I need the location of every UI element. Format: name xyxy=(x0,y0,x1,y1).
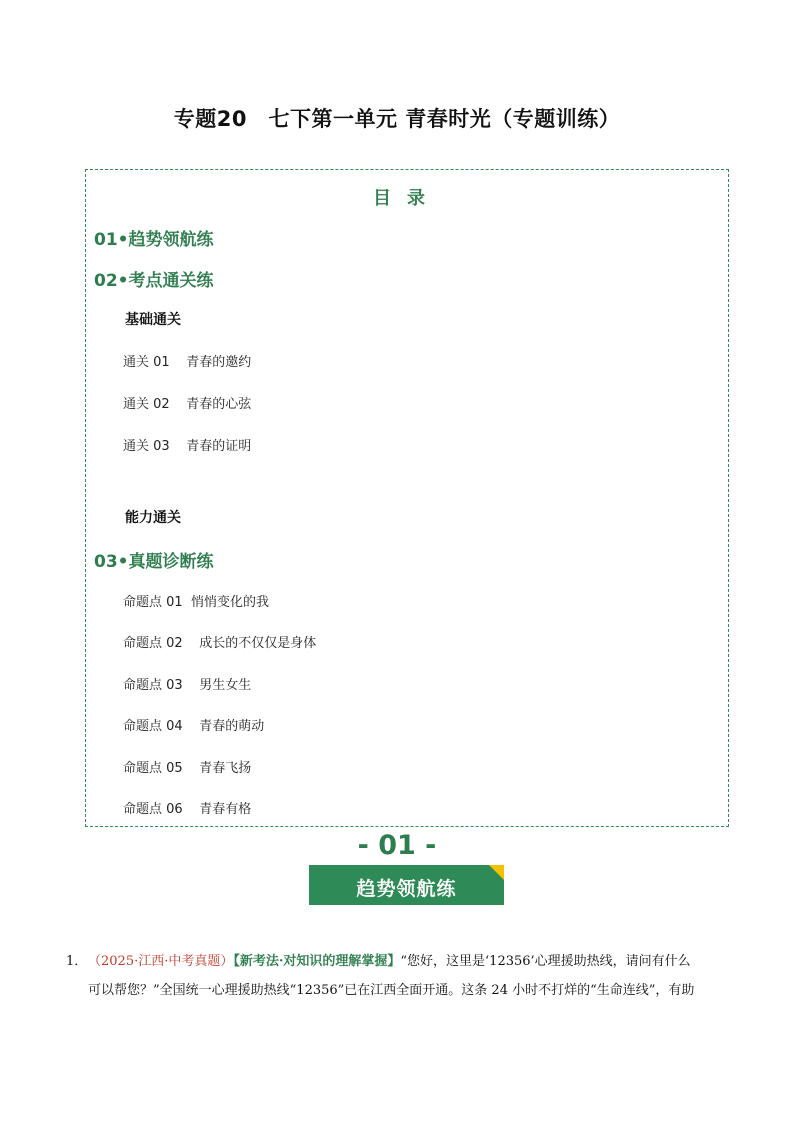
item-text: 青春有格 xyxy=(199,802,252,817)
item-code: 命题点 05 xyxy=(123,761,183,776)
section-banner xyxy=(309,865,504,905)
item-text: 悄悄变化的我 xyxy=(190,595,269,610)
toc-basic-item[interactable] xyxy=(123,351,251,370)
part-number: - 01 - xyxy=(357,830,437,861)
toc-heading: 目录 xyxy=(373,188,441,209)
item-text: 青春的证明 xyxy=(186,439,252,454)
page-title: 专题20 七下第一单元 青春时光（专题训练） xyxy=(173,107,621,131)
item-code: 命题点 04 xyxy=(123,719,183,734)
item-code: 通关 03 xyxy=(123,439,170,454)
item-code: 命题点 01 xyxy=(123,595,183,610)
item-text: 青春的邀约 xyxy=(186,355,252,370)
item-code: 通关 02 xyxy=(123,397,170,412)
question-source: （2025·江西·中考真题） xyxy=(88,954,234,969)
item-code: 命题点 02 xyxy=(123,636,183,651)
question-1 xyxy=(66,947,728,1005)
question-number: 1． xyxy=(66,954,88,969)
toc-basic-item[interactable] xyxy=(123,435,251,454)
toc-basic-item[interactable] xyxy=(123,393,251,412)
item-text: 青春飞扬 xyxy=(199,761,252,776)
item-text: 成长的不仅仅是身体 xyxy=(199,636,317,651)
toc-exam-item[interactable] xyxy=(123,798,251,817)
question-text-line2: 可以帮您？”全国统一心理援助热线“12356”已在江西全面开通。这条 24 小时不打烊的“生命连线”，有助 xyxy=(88,983,695,998)
item-code: 通关 01 xyxy=(123,355,170,370)
toc-section-2[interactable]: 02•考点通关练 xyxy=(94,271,214,291)
toc-exam-item[interactable] xyxy=(123,757,251,776)
item-text: 青春的心弦 xyxy=(186,397,252,412)
toc-exam-item[interactable] xyxy=(123,632,316,651)
item-code: 命题点 06 xyxy=(123,802,183,817)
toc-exam-item[interactable] xyxy=(123,591,269,610)
item-text: 青春的萌动 xyxy=(199,719,265,734)
question-tag: 【新考法·对知识的理解掌握】 xyxy=(233,954,401,969)
table-of-contents xyxy=(85,169,729,827)
banner-label: 趋势领航练 xyxy=(356,878,457,900)
question-text-line1: “您好，这里是‘12356’心理援助热线，请问有什么 xyxy=(400,954,691,969)
item-text: 男生女生 xyxy=(199,678,252,693)
item-code: 命题点 03 xyxy=(123,678,183,693)
toc-section-1[interactable]: 01•趋势领航练 xyxy=(94,230,214,250)
toc-exam-item[interactable] xyxy=(123,674,251,693)
toc-section-3[interactable]: 03•真题诊断练 xyxy=(94,552,214,572)
toc-exam-item[interactable] xyxy=(123,715,264,734)
toc-ability-heading[interactable]: 能力通关 xyxy=(125,510,181,526)
toc-basic-heading: 基础通关 xyxy=(125,312,181,328)
